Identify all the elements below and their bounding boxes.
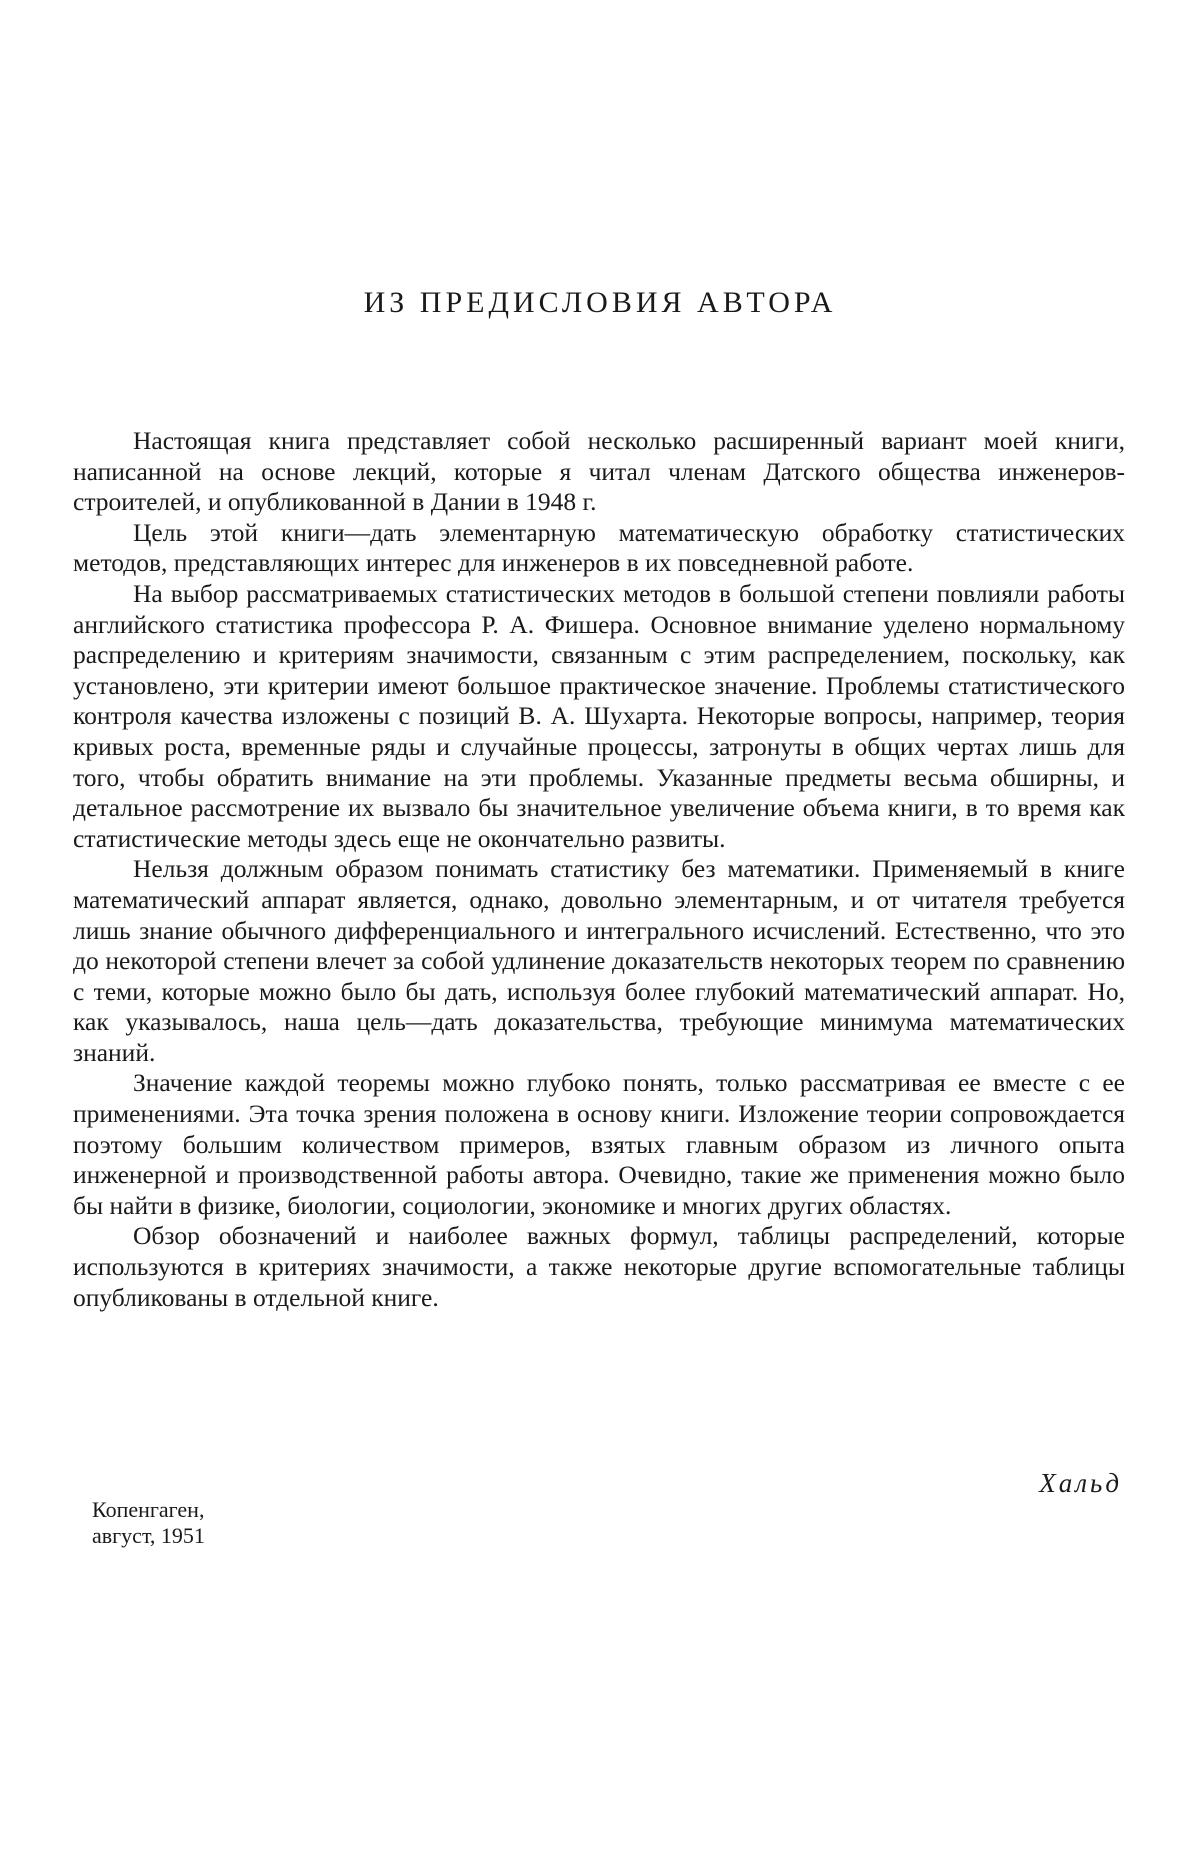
preface-body xyxy=(73,426,1125,1313)
place: Копенгаген, xyxy=(92,1497,205,1522)
paragraph: Нельзя должным образом понимать статистику без математики. Применяемый в книге математический аппарат является, однако, довольно элементарным, и от читателя требуется лишь знание обычного дифференциального и интегрального исчислений. Естественно, что это до некоторой степени влечет за собой удлинение доказательств некоторых теорем по сравнению с теми, которые можно было бы дать, используя более глубокий математический аппарат. Но, как указывалось, наша цель—дать доказательства, требующие минимума математических знаний. xyxy=(73,854,1125,1067)
place-date-block xyxy=(92,1497,205,1549)
paragraph: Цель этой книги—дать элементарную математическую обработку статистических методов, представляющих интерес для инженеров в их повседневной работе. xyxy=(73,517,1125,578)
paragraph: Значение каждой теоремы можно глубоко понять, только рассматривая ее вместе с ее применениями. Эта точка зрения положена в основу книги. Изложение теории сопровождается поэтому большим количеством примеров, взятых главным образом из личного опыта инженерной и производственной работы автора. Очевидно, такие же применения можно было бы найти в физике, биологии, социологии, экономике и многих других областях. xyxy=(73,1068,1125,1220)
paragraph: Настоящая книга представляет собой несколько расширенный вариант моей книги, написанной на основе лекций, которые я читал членам Датского общества инженеров-строителей, и опубликованной в Дании в 1948 г. xyxy=(73,426,1125,517)
paragraph: На выбор рассматриваемых статистических методов в большой степени повлияли работы английского статистика профессора Р. А. Фишера. Основное внимание уделено нормальному распределению и критериям значимости, связанным с этим распределением, поскольку, как установлено, эти критерии имеют большое практическое значение. Проблемы статистического контроля качества изложены с позиций В. А. Шухарта. Некоторые вопросы, например, теория кривых роста, временные ряды и случайные процессы, затронуты в общих чертах лишь для того, чтобы обратить внимание на эти проблемы. Указанные предметы весьма обширны, и детальное рассмотрение их вызвало бы значительное увеличение объема книги, в то время как статистические методы здесь еще не окончательно развиты. xyxy=(73,578,1125,853)
paragraph: Обзор обозначений и наиболее важных формул, таблицы распределений, которые используются в критериях значимости, а также некоторые другие вспомогательные таблицы опубликованы в отдельной книге. xyxy=(73,1221,1125,1312)
author-signature: Хальд xyxy=(1039,1468,1122,1498)
page-heading: ИЗ ПРЕДИСЛОВИЯ АВТОРА xyxy=(363,286,837,319)
date: август, 1951 xyxy=(92,1523,205,1548)
